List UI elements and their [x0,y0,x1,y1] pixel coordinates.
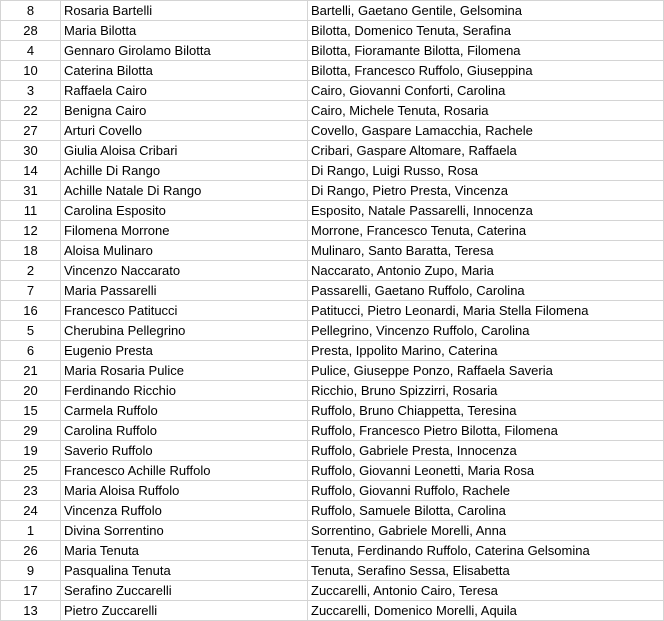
parents-cell[interactable]: Cairo, Giovanni Conforti, Carolina [308,81,664,101]
person-name-cell[interactable]: Saverio Ruffolo [61,441,308,461]
parents-cell[interactable]: Mulinaro, Santo Baratta, Teresa [308,241,664,261]
table-row [1,601,664,621]
person-name-cell[interactable]: Maria Rosaria Pulice [61,361,308,381]
record-number-cell[interactable]: 9 [1,561,61,581]
table-row [1,241,664,261]
table-body [1,1,664,621]
record-number-cell[interactable]: 13 [1,601,61,621]
record-number-cell[interactable]: 1 [1,521,61,541]
table-row [1,541,664,561]
person-name-cell[interactable]: Maria Tenuta [61,541,308,561]
person-name-cell[interactable]: Francesco Achille Ruffolo [61,461,308,481]
table-row [1,501,664,521]
table-row [1,61,664,81]
parents-cell[interactable]: Di Rango, Pietro Presta, Vincenza [308,181,664,201]
person-name-cell[interactable]: Benigna Cairo [61,101,308,121]
record-number-cell[interactable]: 30 [1,141,61,161]
table-row [1,101,664,121]
parents-cell[interactable]: Ruffolo, Samuele Bilotta, Carolina [308,501,664,521]
table-row [1,41,664,61]
parents-cell[interactable]: Tenuta, Ferdinando Ruffolo, Caterina Gelsomina [308,541,664,561]
record-number-cell[interactable]: 25 [1,461,61,481]
parents-cell[interactable]: Ruffolo, Gabriele Presta, Innocenza [308,441,664,461]
parents-cell[interactable]: Cairo, Michele Tenuta, Rosaria [308,101,664,121]
parents-cell[interactable]: Passarelli, Gaetano Ruffolo, Carolina [308,281,664,301]
parents-cell[interactable]: Cribari, Gaspare Altomare, Raffaela [308,141,664,161]
table-row [1,161,664,181]
record-number-cell[interactable]: 16 [1,301,61,321]
record-number-cell[interactable]: 8 [1,1,61,21]
parents-cell[interactable]: Ruffolo, Giovanni Leonetti, Maria Rosa [308,461,664,481]
table-row [1,561,664,581]
person-name-cell[interactable]: Carolina Ruffolo [61,421,308,441]
table-row [1,81,664,101]
person-name-cell[interactable]: Pasqualina Tenuta [61,561,308,581]
record-number-cell[interactable]: 21 [1,361,61,381]
record-number-cell[interactable]: 26 [1,541,61,561]
record-number-cell[interactable]: 29 [1,421,61,441]
person-name-cell[interactable]: Arturi Covello [61,121,308,141]
table-row [1,441,664,461]
person-name-cell[interactable]: Gennaro Girolamo Bilotta [61,41,308,61]
record-number-cell[interactable]: 22 [1,101,61,121]
person-name-cell[interactable]: Carolina Esposito [61,201,308,221]
record-number-cell[interactable]: 28 [1,21,61,41]
person-name-cell[interactable]: Rosaria Bartelli [61,1,308,21]
record-number-cell[interactable]: 19 [1,441,61,461]
person-name-cell[interactable]: Eugenio Presta [61,341,308,361]
parents-cell[interactable]: Ruffolo, Bruno Chiappetta, Teresina [308,401,664,421]
table-row [1,221,664,241]
person-name-cell[interactable]: Filomena Morrone [61,221,308,241]
table-row [1,1,664,21]
table-row [1,321,664,341]
person-name-cell[interactable]: Divina Sorrentino [61,521,308,541]
record-number-cell[interactable]: 31 [1,181,61,201]
parents-cell[interactable]: Zuccarelli, Domenico Morelli, Aquila [308,601,664,621]
record-number-cell[interactable]: 4 [1,41,61,61]
person-name-cell[interactable]: Aloisa Mulinaro [61,241,308,261]
record-number-cell[interactable]: 10 [1,61,61,81]
parents-cell[interactable]: Patitucci, Pietro Leonardi, Maria Stella Filomena [308,301,664,321]
table-row [1,181,664,201]
record-number-cell[interactable]: 5 [1,321,61,341]
person-name-cell[interactable]: Caterina Bilotta [61,61,308,81]
parents-cell[interactable]: Zuccarelli, Antonio Cairo, Teresa [308,581,664,601]
parents-cell[interactable]: Ricchio, Bruno Spizzirri, Rosaria [308,381,664,401]
record-number-cell[interactable]: 23 [1,481,61,501]
person-name-cell[interactable]: Maria Aloisa Ruffolo [61,481,308,501]
table-row [1,281,664,301]
parents-cell[interactable]: Sorrentino, Gabriele Morelli, Anna [308,521,664,541]
record-number-cell[interactable]: 14 [1,161,61,181]
table-row [1,341,664,361]
table-row [1,201,664,221]
parents-cell[interactable]: Bilotta, Francesco Ruffolo, Giuseppina [308,61,664,81]
table-row [1,521,664,541]
record-number-cell[interactable]: 18 [1,241,61,261]
record-number-cell[interactable]: 24 [1,501,61,521]
parents-cell[interactable]: Bilotta, Domenico Tenuta, Serafina [308,21,664,41]
person-name-cell[interactable]: Achille Natale Di Rango [61,181,308,201]
table-row [1,301,664,321]
parents-cell[interactable]: Ruffolo, Giovanni Ruffolo, Rachele [308,481,664,501]
table-row [1,141,664,161]
table-row [1,381,664,401]
person-name-cell[interactable]: Francesco Patitucci [61,301,308,321]
parents-cell[interactable]: Morrone, Francesco Tenuta, Caterina [308,221,664,241]
record-number-cell[interactable]: 2 [1,261,61,281]
table-row [1,361,664,381]
person-name-cell[interactable]: Vincenza Ruffolo [61,501,308,521]
person-name-cell[interactable]: Maria Passarelli [61,281,308,301]
record-number-cell[interactable]: 7 [1,281,61,301]
record-number-cell[interactable]: 11 [1,201,61,221]
parents-cell[interactable]: Covello, Gaspare Lamacchia, Rachele [308,121,664,141]
record-number-cell[interactable]: 17 [1,581,61,601]
table-row [1,21,664,41]
parents-cell[interactable]: Tenuta, Serafino Sessa, Elisabetta [308,561,664,581]
person-name-cell[interactable]: Achille Di Rango [61,161,308,181]
record-number-cell[interactable]: 6 [1,341,61,361]
person-name-cell[interactable]: Serafino Zuccarelli [61,581,308,601]
parents-cell[interactable]: Presta, Ippolito Marino, Caterina [308,341,664,361]
record-number-cell[interactable]: 3 [1,81,61,101]
person-name-cell[interactable]: Ferdinando Ricchio [61,381,308,401]
person-name-cell[interactable]: Raffaela Cairo [61,81,308,101]
record-number-cell[interactable]: 12 [1,221,61,241]
table-row [1,421,664,441]
parents-cell[interactable]: Bilotta, Fioramante Bilotta, Filomena [308,41,664,61]
table-row [1,261,664,281]
parents-cell[interactable]: Di Rango, Luigi Russo, Rosa [308,161,664,181]
parents-cell[interactable]: Esposito, Natale Passarelli, Innocenza [308,201,664,221]
person-name-cell[interactable]: Carmela Ruffolo [61,401,308,421]
parents-cell[interactable]: Bartelli, Gaetano Gentile, Gelsomina [308,1,664,21]
table-row [1,401,664,421]
table-row [1,481,664,501]
record-number-cell[interactable]: 20 [1,381,61,401]
person-name-cell[interactable]: Maria Bilotta [61,21,308,41]
parents-cell[interactable]: Pellegrino, Vincenzo Ruffolo, Carolina [308,321,664,341]
record-number-cell[interactable]: 15 [1,401,61,421]
parents-cell[interactable]: Ruffolo, Francesco Pietro Bilotta, Filomena [308,421,664,441]
person-name-cell[interactable]: Giulia Aloisa Cribari [61,141,308,161]
parents-cell[interactable]: Pulice, Giuseppe Ponzo, Raffaela Saveria [308,361,664,381]
person-name-cell[interactable]: Vincenzo Naccarato [61,261,308,281]
person-name-cell[interactable]: Cherubina Pellegrino [61,321,308,341]
parents-cell[interactable]: Naccarato, Antonio Zupo, Maria [308,261,664,281]
table-row [1,121,664,141]
table-row [1,461,664,481]
person-name-cell[interactable]: Pietro Zuccarelli [61,601,308,621]
record-number-cell[interactable]: 27 [1,121,61,141]
table-row [1,581,664,601]
